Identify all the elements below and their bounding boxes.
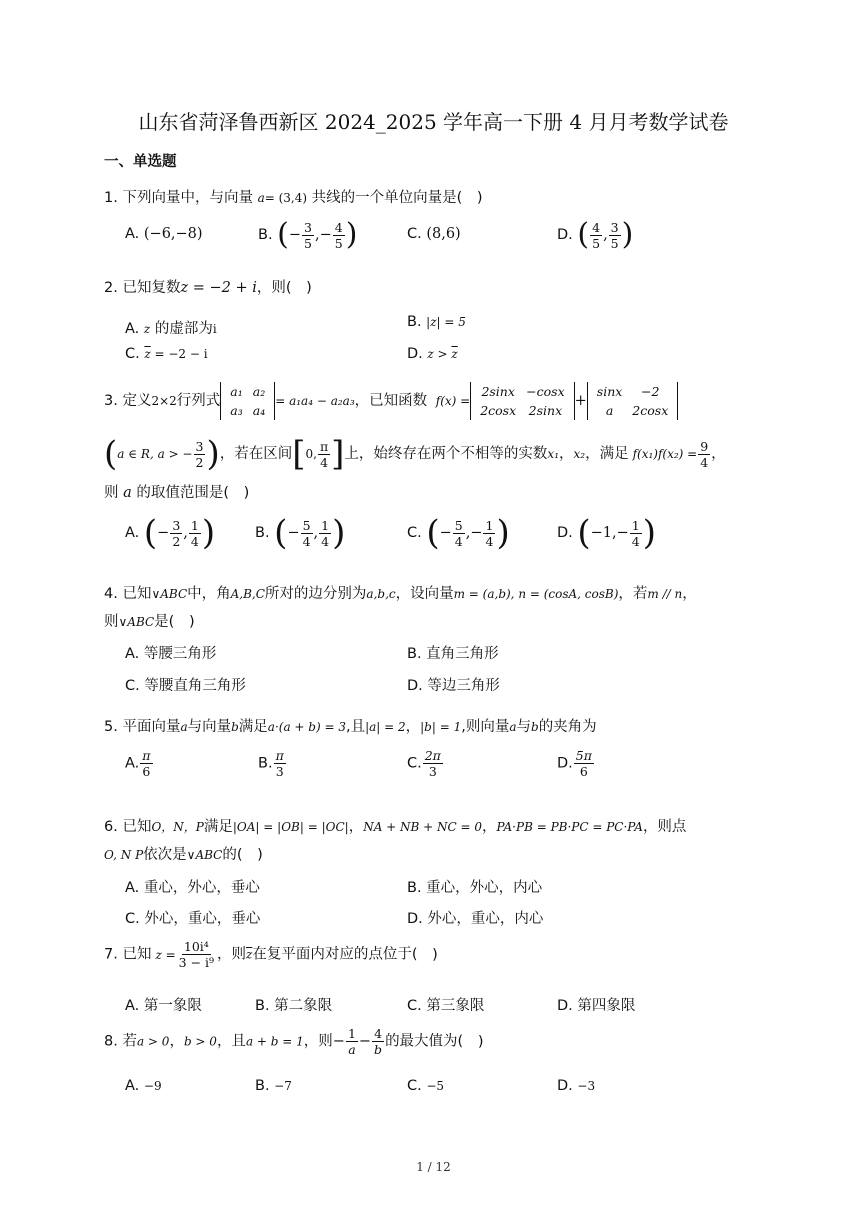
question-8-option-b[interactable]: B. −7 [255, 1078, 292, 1094]
question-1-option-b[interactable]: B. (− $\frac{3}{5}$ ,− $\frac{4}{5}$ ) [258, 217, 358, 252]
question-7-option-b[interactable]: B. 第二象限 [255, 998, 333, 1014]
question-6-stem-line2: O, N P依次是∨ABC的( ) [104, 847, 263, 863]
question-3-option-a[interactable]: A. (− $\frac{3}{2}$ , $\frac{1}{4}$ ) [125, 513, 216, 553]
question-2-option-d[interactable]: D. z > z [407, 346, 458, 362]
question-3-option-d[interactable]: D. (−1,− $\frac{1}{4}$ ) [557, 513, 657, 553]
question-4-option-c[interactable]: C. 等腰直角三角形 [125, 678, 246, 694]
determinant-1: 2sinx −cosx 2cosx 2sinx [470, 382, 574, 420]
question-8-option-a[interactable]: A. −9 [125, 1078, 162, 1094]
vector-a: a [257, 191, 265, 205]
question-1-option-a[interactable]: A. (−6,−8) [125, 226, 203, 242]
question-1-stem: 1. 下列向量中，与向量 a= (3,4) 共线的一个单位向量是( ) [104, 190, 483, 206]
question-7-option-c[interactable]: C. 第三象限 [407, 998, 485, 1014]
determinant-definition: a₁ a₂ a₃ a₄ [220, 382, 275, 420]
question-3-stem-line1: 3. 定义2×2行列式 a₁ a₂ a₃ a₄ = a₁a₄ − a₂a₃，已知函数 f(x) = 2sinx −cosx 2cosx 2sinx + sinx −2 a 2cosx [104, 382, 678, 420]
question-1-option-d[interactable]: D. ( $\frac{4}{5}$ , $\frac{3}{5}$ ) [557, 217, 634, 252]
question-7-option-a[interactable]: A. 第一象限 [125, 998, 202, 1014]
question-3-stem-line2: (a ∈ R, a > − $\frac{3}{2}$ )，若在区间[0, $\frac{\pi}{4}$ ]上，始终存在两个不相等的实数x₁，x₂，满足 f(x₁)f(x₂) = $\frac{9}{4}$ ， [104, 434, 726, 474]
question-3-option-b[interactable]: B. (− $\frac{5}{4}$ , $\frac{1}{4}$ ) [255, 513, 346, 553]
question-8-option-c[interactable]: C. −5 [407, 1078, 445, 1094]
question-5-option-c[interactable]: C. $\frac{2\pi}{3}$ [407, 748, 441, 779]
page-number: 1 / 12 [416, 1160, 451, 1174]
question-6-option-c[interactable]: C. 外心，重心，垂心 [125, 911, 261, 927]
question-6-option-a[interactable]: A. 重心，外心，垂心 [125, 880, 260, 896]
section-heading: 一、单选题 [104, 154, 177, 170]
question-4-stem-line1: 4. 已知∨ABC中，角A,B,C所对的边分别为a,b,c，设向量m = (a,b), n = (cosA, cosB)，若m // n， [104, 586, 697, 602]
question-5-option-d[interactable]: D. $\frac{5\pi}{6}$ [557, 748, 592, 779]
question-2-option-a[interactable]: A. z 的虚部为i [125, 321, 217, 337]
question-5-stem: 5. 平面向量a与向量b满足a·(a + b) = 3,且|a| = 2，|b| = 1,则向量a与b的夹角为 [104, 719, 597, 735]
question-3-option-c[interactable]: C. (− $\frac{5}{4}$ ,− $\frac{1}{4}$ ) [407, 513, 510, 553]
question-5-option-b[interactable]: B. $\frac{\pi}{3}$ [258, 748, 284, 779]
question-4-option-b[interactable]: B. 直角三角形 [407, 646, 499, 662]
question-4-option-a[interactable]: A. 等腰三角形 [125, 646, 217, 662]
question-6-option-d[interactable]: D. 外心，重心，内心 [407, 911, 544, 927]
question-2-option-c[interactable]: C. z = −2 − i [125, 346, 208, 362]
question-5-option-a[interactable]: A. $\frac{\pi}{6}$ [125, 748, 151, 779]
page-title: 山东省菏泽鲁西新区 2024_2025 学年高一下册 4 月月考数学试卷 [138, 110, 729, 134]
question-6-option-b[interactable]: B. 重心，外心，内心 [407, 880, 543, 896]
question-7-stem: 7. 已知 z = $\frac{\text{10i⁴}}{\text{3 − i⁹}}$ ，则z在复平面内对应的点位于( ) [104, 939, 438, 970]
question-6-stem-line1: 6. 已知O，N，P满足|OA| = |OB| = |OC|，NA + NB + NC = 0，PA·PB = PB·PC = PC·PA，则点 [104, 819, 687, 835]
question-2-option-b[interactable]: B. |z| = 5 [407, 314, 466, 330]
question-2-stem: 2. 已知复数z = −2 + i，则( ) [104, 280, 312, 296]
question-3-stem-line3: 则 a 的取值范围是( ) [104, 485, 250, 501]
question-4-stem-line2: 则∨ABC是( ) [104, 614, 195, 630]
determinant-2: sinx −2 a 2cosx [587, 382, 678, 420]
question-8-option-d[interactable]: D. −3 [557, 1078, 596, 1094]
question-4-option-d[interactable]: D. 等边三角形 [407, 678, 500, 694]
question-7-option-d[interactable]: D. 第四象限 [557, 998, 636, 1014]
question-1-option-c[interactable]: C. (8,6) [407, 226, 461, 242]
question-8-stem: 8. 若a > 0，b > 0，且a + b = 1，则− $\frac{1}{a}$ − $\frac{4}{b}$ 的最大值为( ) [104, 1026, 484, 1057]
